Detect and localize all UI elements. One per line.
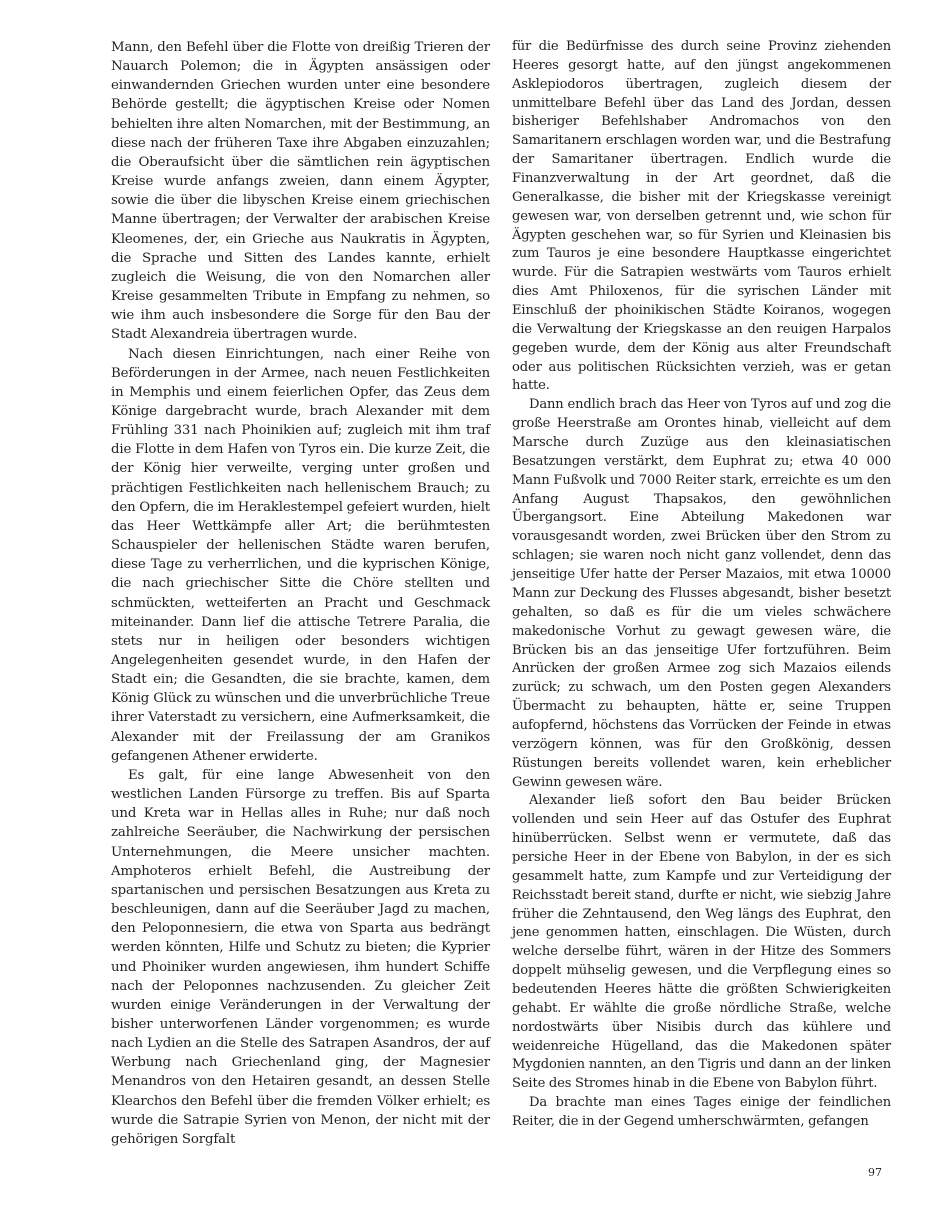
paragraph: Alexander ließ sofort den Bau beider Brücken vollenden und sein Heer auf das Ostufer des Euphrat hinüberrücken. Selbst wenn er vermutete, daß das persiche Heer in der Ebene von Babylon, in der es sich gesammelt hatte, zum Kampfe und zur Verteidigung der Reichsstadt bereit stand, durfte er nicht, wie siebzig Jahre früher die Zehntausend, den Weg längs des Euphrat, den jene genommen hatten, einschlagen. Die Wüsten, durch welche derselbe führt, wären in der Hitze des Sommers doppelt mühselig gewesen, und die Verpflegung eines so bedeutenden Heeres hätte die größten Schwierigkeiten gehabt. Er wählte die große nördliche Straße, welche nordostwärts über Nisibis durch das kühlere und weidenreiche Hügelland, das die Makedonen später Mygdonien nannten, an den Tigris und dann an der linken Seite des Stromes hinab in die Ebene von Babylon führt. bbox=[512, 793, 891, 1092]
right-column bbox=[512, 38, 891, 1132]
paragraph: Da brachte man eines Tages einige der feindlichen Reiter, die in der Gegend umherschwärmten, gefangen bbox=[512, 1095, 891, 1129]
left-column bbox=[111, 38, 490, 1149]
paragraph: Dann endlich brach das Heer von Tyros auf und zog die große Heerstraße am Orontes hinab, vielleicht auf dem Marsche durch Zuzüge aus den kleinasiatischen Besatzungen verstärkt, dem Euphrat zu; etwa 40 000 Mann Fußvolk und 7000 Reiter stark, erreichte es um den Anfang August Thapsakos, den gewöhnlichen Übergangsort. Eine Abteilung Makedonen war vorausgesandt worden, zwei Brücken über den Strom zu schlagen; sie waren noch nicht ganz vollendet, denn das jenseitige Ufer hatte der Perser Mazaios, mit etwa 10000 Mann zur Deckung des Flusses abgesandt, bisher besetzt gehalten, so daß es für die um vieles schwächere makedonische Vorhut zu gewagt gewesen wäre, die Brücken bis an das jenseitige Ufer fortzuführen. Beim Anrücken der großen Armee zog sich Mazaios eilends zurück; zu schwach, um den Posten gegen Alexanders Übermacht zu behaupten, hätte er, seine Truppen aufopfernd, höchstens das Vorrücken der Feinde in etwas verzögern können, was für den Großkönig, dessen Rüstungen bereits vollendet waren, kein erheblicher Gewinn gewesen wäre. bbox=[512, 397, 891, 790]
paragraph: für die Bedürfnisse des durch seine Provinz ziehenden Heeres gesorgt hatte, auf den jüngst angekommenen Asklepiodoros übertragen, zugleich diesem der unmittelbare Befehl über das Land des Jordan, dessen bisheriger Befehlshaber Andromachos von den Samaritanern erschlagen worden war, und die Bestrafung der Samaritaner übertragen. Endlich wurde die Finanzverwaltung in der Art geordnet, daß die Generalkasse, die bisher mit der Kriegskasse vereinigt gewesen war, von derselben getrennt und, wie schon für Ägypten geschehen war, so für Syrien und Kleinasien bis zum Tauros je eine besondere Hauptkasse eingerichtet wurde. Für die Satrapien westwärts vom Tauros erhielt dies Amt Philoxenos, für die syrischen Länder mit Einschluß der phoinikischen Städte Koiranos, wogegen die Verwaltung der Kriegskasse an den reuigen Harpalos gegeben wurde, dem der König aus alter Freundschaft oder aus politischen Rücksichten verzieh, was er getan hatte. bbox=[512, 39, 891, 394]
paragraph: Nach diesen Einrichtungen, nach einer Reihe von Beförderungen in der Armee, nach neuen Festlichkeiten in Memphis und einem feierlichen Opfer, das Zeus dem Könige dargebracht wurde, brach Alexander mit dem Frühling 331 nach Phoinikien auf; zugleich mit ihm traf die Flotte in dem Hafen von Tyros ein. Die kurze Zeit, die der König hier verweilte, verging unter großen und prächtigen Festlichkeiten nach hellenischem Brauch; zu den Opfern, die im Heraklestempel gefeiert wurden, hielt das Heer Wettkämpfe aller Art; die berühmtesten Schauspieler der hellenischen Städte waren berufen, diese Tage zu verherrlichen, und die kyprischen Könige, die nach griechischer Sitte die Chöre stellten und schmückten, wetteiferten an Pracht und Geschmack miteinander. Dann lief die attische Tetrere Paralia, die stets nur in heiligen oder besonders wichtigen Angelegenheiten gesendet wurde, in den Hafen der Stadt ein; die Gesandten, die sie brachte, kamen, dem König Glück zu wünschen und die unverbrüchliche Treue ihrer Vaterstadt zu versichern, eine Aufmerksamkeit, die Alexander mit der Freilassung der am Granikos gefangenen Athener erwiderte. bbox=[111, 346, 490, 764]
paragraph: Es galt, für eine lange Abwesenheit von den westlichen Landen Fürsorge zu treffen. Bis auf Sparta und Kreta war in Hellas alles in Ruhe; nur daß noch zahlreiche Seeräuber, die Nachwirkung der persischen Unternehmungen, die Meere unsicher machten. Amphoteros erhielt Befehl, die Austreibung der spartanischen und persischen Besatzungen aus Kreta zu beschleunigen, dann auf die Seeräuber Jagd zu machen, den Peloponnesiern, die etwa von Sparta aus bedrängt werden könnten, Hilfe und Schutz zu bieten; die Kyprier und Phoiniker wurden angewiesen, ihm hundert Schiffe nach der Peloponnes nachzusenden. Zu gleicher Zeit wurden einige Veränderungen in der Verwaltung der bisher unterworfenen Länder vorgenommen; es wurde nach Lydien an die Stelle des Satrapen Asandros, der auf Werbung nach Griechenland ging, der Magnesier Menandros von den Hetairen gesandt, an dessen Stelle Klearchos den Befehl über die fremden Völker erhielt; es wurde die Satrapie Syrien von Menon, der nicht mit der gehörigen Sorgfalt bbox=[111, 767, 490, 1147]
paragraph: Mann, den Befehl über die Flotte von dreißig Trieren der Nauarch Polemon; die in Ägypten ansässigen oder einwandernden Griechen wurden unter eine besondere Behörde gestellt; die ägyptischen Kreise oder Nomen behielten ihre alten Nomarchen, mit der Bestimmung, an diese nach der früheren Taxe ihre Abgaben einzuzahlen; die Oberaufsicht über die sämtlichen rein ägyptischen Kreise wurde anfangs zweien, dann einem Ägypter, sowie die über die libyschen Kreise einem griechischen Manne übertragen; der Verwalter der arabischen Kreise Kleomenes, der, ein Grieche aus Naukratis in Ägypten, die Sprache und Sitten des Landes kannte, erhielt zugleich die Weisung, die von den Nomarchen aller Kreise gesammelten Tribute in Empfang zu nehmen, so wie ihm auch insbesondere die Sorge für den Bau der Stadt Alexandreia übertragen wurde. bbox=[111, 40, 490, 343]
page-number: 97 bbox=[868, 1166, 882, 1179]
